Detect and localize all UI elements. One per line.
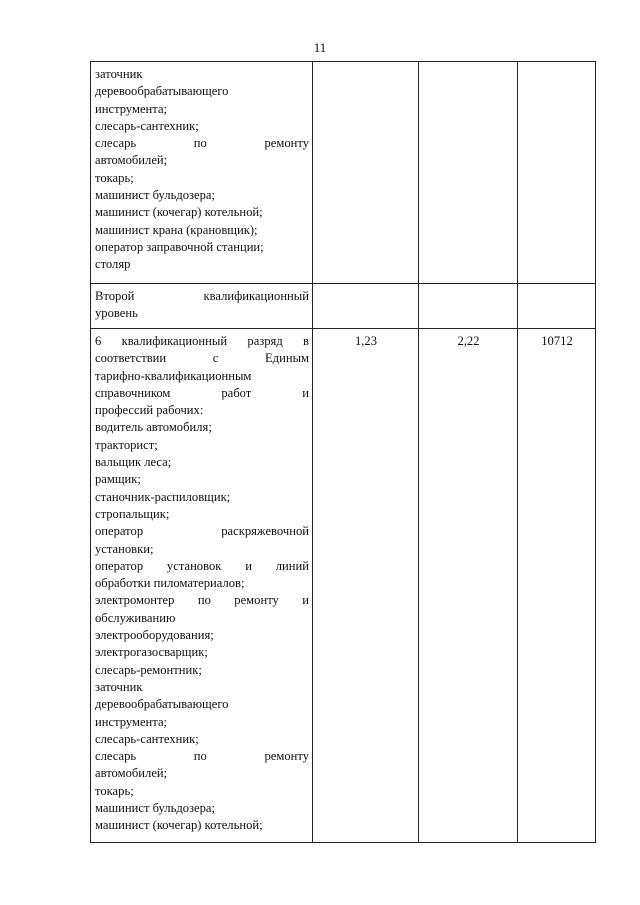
profession-cell	[91, 329, 313, 843]
text-line: электрогазосварщик;	[95, 645, 208, 660]
text-line: тракторист;	[95, 437, 158, 452]
table-row	[91, 284, 596, 329]
text-line: машинист (кочегар) котельной;	[95, 205, 263, 220]
text-line: слесарь-сантехник;	[95, 118, 199, 133]
text-line: машинист (кочегар) котельной;	[95, 818, 263, 833]
coefficient-cell	[313, 284, 419, 329]
table-body	[91, 62, 596, 843]
text-line: электромонтер по ремонту и	[95, 593, 309, 608]
text-line: электрооборудования;	[95, 628, 214, 643]
profession-cell	[91, 62, 313, 284]
text-line: автомобилей;	[95, 153, 168, 168]
text-line: слесарь-сантехник;	[95, 731, 199, 746]
text-line: Второй квалификационный	[95, 289, 309, 303]
ratio-cell: 2,22	[419, 329, 518, 843]
text-line: вальщик леса;	[95, 455, 172, 470]
text-line: машинист бульдозера;	[95, 188, 215, 203]
text-line: инструмента;	[95, 714, 168, 729]
text-line: обслуживанию	[95, 610, 176, 625]
ratio-cell	[419, 62, 518, 284]
page-number: 11	[313, 40, 327, 55]
text-line: соответствии с Единым	[95, 351, 309, 366]
text-line: слесарь по ремонту	[95, 136, 309, 151]
text-line: машинист крана (крановщик);	[95, 222, 258, 237]
text-line: оператор раскряжевочной	[95, 524, 309, 539]
qualification-table	[90, 61, 596, 843]
text-line: автомобилей;	[95, 766, 168, 781]
text-line: тарифно-квалификационным	[95, 368, 252, 383]
text-line: токарь;	[95, 170, 134, 185]
text-line: деревообрабатывающего	[95, 697, 229, 712]
text-line: инструмента;	[95, 101, 168, 116]
ratio-cell	[419, 284, 518, 329]
text-line: слесарь по ремонту	[95, 749, 309, 764]
text-line: машинист бульдозера;	[95, 801, 215, 816]
text-line: оператор заправочной станции;	[95, 239, 264, 254]
text-line: токарь;	[95, 783, 134, 798]
text-line: водитель автомобиля;	[95, 420, 212, 435]
text-line: деревообрабатывающего	[95, 84, 229, 99]
table-row	[91, 329, 596, 843]
text-line: установки;	[95, 541, 154, 556]
salary-cell	[518, 62, 596, 284]
text-line: уровень	[95, 306, 138, 321]
table-row	[91, 62, 596, 284]
salary-cell: 10712	[518, 329, 596, 843]
text-line: профессий рабочих:	[95, 403, 204, 418]
text-line: оператор установок и линий	[95, 558, 309, 573]
salary-cell	[518, 284, 596, 329]
text-line: заточник	[95, 67, 143, 81]
text-line: станочник-распиловщик;	[95, 489, 231, 504]
text-line: заточник	[95, 679, 143, 694]
text-line: рамщик;	[95, 472, 141, 487]
text-line: обработки пиломатериалов;	[95, 576, 245, 591]
profession-cell	[91, 284, 313, 329]
text-line: 6 квалификационный разряд в	[95, 334, 309, 348]
coefficient-cell: 1,23	[313, 329, 419, 843]
coefficient-cell	[313, 62, 419, 284]
text-line: столяр	[95, 257, 131, 272]
text-line: стропальщик;	[95, 506, 170, 521]
text-line: справочником работ и	[95, 385, 309, 400]
text-line: слесарь-ремонтник;	[95, 662, 202, 677]
